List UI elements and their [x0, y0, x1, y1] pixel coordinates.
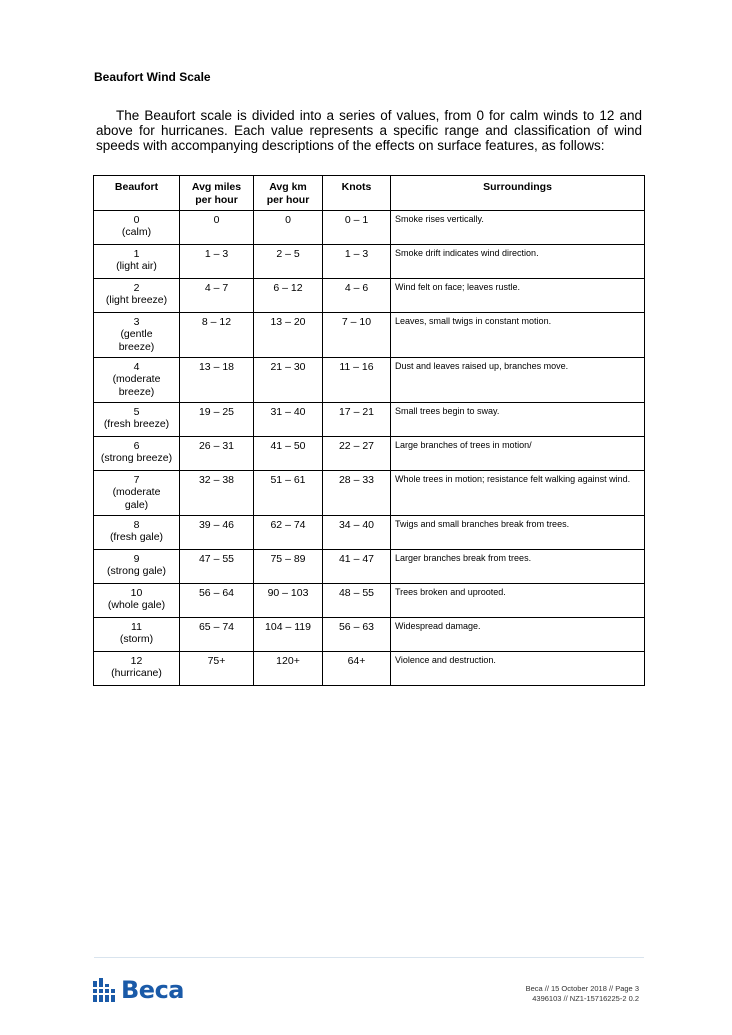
- beca-logo-mark-icon: [93, 978, 119, 1002]
- beaufort-cell: [94, 211, 180, 245]
- mph-cell: 19 – 25: [180, 403, 254, 437]
- beaufort-number: 1: [133, 248, 140, 260]
- beaufort-cell: [94, 584, 180, 618]
- beaufort-cell: [94, 245, 180, 279]
- beaufort-cell: [94, 279, 180, 313]
- knots-cell: 48 – 55: [323, 584, 391, 618]
- table-row: [94, 584, 645, 618]
- surroundings-cell: Smoke rises vertically.: [391, 211, 645, 245]
- beaufort-name-line1: (gentle: [120, 328, 153, 341]
- beaufort-cell: [94, 550, 180, 584]
- beaufort-number: 4: [133, 361, 140, 373]
- surroundings-cell: Wind felt on face; leaves rustle.: [391, 279, 645, 313]
- beaufort-table: [93, 175, 645, 686]
- beaufort-number: 11: [131, 621, 142, 633]
- header-knots: Knots: [323, 176, 391, 211]
- beaufort-name: (whole gale): [107, 599, 166, 612]
- kph-cell: 21 – 30: [254, 358, 323, 403]
- kph-cell: 104 – 119: [254, 618, 323, 652]
- beaufort-cell: [94, 358, 180, 403]
- surroundings-cell: Leaves, small twigs in constant motion.: [391, 313, 645, 358]
- surroundings-cell: Twigs and small branches break from trees.: [391, 516, 645, 550]
- kph-cell: 13 – 20: [254, 313, 323, 358]
- header-avg-kph-line1: Avg km: [269, 181, 307, 193]
- beaufort-cell: [94, 437, 180, 471]
- footer-meta: [526, 984, 639, 1004]
- mph-cell: 56 – 64: [180, 584, 254, 618]
- surroundings-cell: Dust and leaves raised up, branches move.: [391, 358, 645, 403]
- surroundings-cell: Small trees begin to sway.: [391, 403, 645, 437]
- footer-divider: [94, 957, 644, 958]
- kph-cell: 90 – 103: [254, 584, 323, 618]
- mph-cell: 26 – 31: [180, 437, 254, 471]
- knots-cell: 22 – 27: [323, 437, 391, 471]
- beaufort-number: 5: [133, 406, 140, 418]
- beaufort-cell: [94, 516, 180, 550]
- mph-cell: 0: [180, 211, 254, 245]
- footer-line-2: 4396103 // NZ1-15716225-2 0.2: [532, 994, 639, 1003]
- beaufort-name: (fresh breeze): [103, 418, 170, 431]
- beaufort-number: 8: [133, 519, 140, 531]
- knots-cell: 34 – 40: [323, 516, 391, 550]
- beaufort-name-line2: breeze): [118, 340, 155, 353]
- footer-line-1: Beca // 15 October 2018 // Page 3: [525, 984, 639, 993]
- table-row: [94, 437, 645, 471]
- kph-cell: 2 – 5: [254, 245, 323, 279]
- beaufort-cell: [94, 471, 180, 516]
- kph-cell: 6 – 12: [254, 279, 323, 313]
- surroundings-cell: Large branches of trees in motion/: [391, 437, 645, 471]
- knots-cell: 56 – 63: [323, 618, 391, 652]
- table-row: [94, 516, 645, 550]
- beaufort-name-line2: gale): [124, 498, 149, 511]
- intro-paragraph: The Beaufort scale is divided into a series of values, from 0 for calm winds to 12 and above for hurricanes. Each value represents a specific range and classification of wind speeds with accompanying descriptions of the effects on surface features, as follows:: [96, 108, 642, 154]
- table-row: [94, 550, 645, 584]
- mph-cell: 8 – 12: [180, 313, 254, 358]
- knots-cell: 28 – 33: [323, 471, 391, 516]
- beaufort-name-line1: (moderate: [112, 373, 161, 386]
- kph-cell: 120+: [254, 652, 323, 686]
- mph-cell: 65 – 74: [180, 618, 254, 652]
- beaufort-name-line2: breeze): [118, 385, 155, 398]
- mph-cell: 39 – 46: [180, 516, 254, 550]
- beaufort-cell: [94, 652, 180, 686]
- beaufort-name: (light breeze): [105, 294, 168, 307]
- beaufort-name: (fresh gale): [109, 531, 164, 544]
- beaufort-number: 6: [133, 440, 140, 452]
- header-avg-mph-line1: Avg miles: [191, 181, 242, 193]
- knots-cell: 64+: [323, 652, 391, 686]
- beaufort-number: 12: [130, 655, 143, 667]
- knots-cell: 4 – 6: [323, 279, 391, 313]
- beaufort-number: 10: [130, 587, 143, 599]
- beaufort-name: (strong breeze): [100, 452, 173, 465]
- mph-cell: 32 – 38: [180, 471, 254, 516]
- beaufort-name: (strong gale): [107, 565, 166, 578]
- beaufort-name: (calm): [121, 226, 152, 239]
- mph-cell: 47 – 55: [180, 550, 254, 584]
- table-row: [94, 279, 645, 313]
- beca-logo: [93, 976, 184, 1004]
- beaufort-name: (storm): [119, 633, 154, 646]
- kph-cell: 31 – 40: [254, 403, 323, 437]
- header-avg-kph: [254, 176, 323, 211]
- table-row: [94, 245, 645, 279]
- kph-cell: 0: [254, 211, 323, 245]
- table-row: [94, 618, 645, 652]
- table-row: [94, 471, 645, 516]
- table-row: [94, 652, 645, 686]
- kph-cell: 41 – 50: [254, 437, 323, 471]
- knots-cell: 1 – 3: [323, 245, 391, 279]
- page-heading: Beaufort Wind Scale: [94, 70, 211, 84]
- knots-cell: 11 – 16: [323, 358, 391, 403]
- surroundings-cell: Violence and destruction.: [391, 652, 645, 686]
- beaufort-number: 3: [133, 316, 140, 328]
- header-avg-mph: [180, 176, 254, 211]
- table-row: [94, 358, 645, 403]
- header-avg-mph-line2: per hour: [195, 193, 238, 206]
- beaufort-number: 9: [133, 553, 140, 565]
- table-row: [94, 403, 645, 437]
- kph-cell: 51 – 61: [254, 471, 323, 516]
- kph-cell: 75 – 89: [254, 550, 323, 584]
- beaufort-number: 2: [133, 282, 140, 294]
- beaufort-number: 0: [133, 214, 140, 226]
- knots-cell: 41 – 47: [323, 550, 391, 584]
- beaufort-name: (light air): [116, 260, 157, 273]
- surroundings-cell: Whole trees in motion; resistance felt walking against wind.: [391, 471, 645, 516]
- mph-cell: 13 – 18: [180, 358, 254, 403]
- beaufort-cell: [94, 618, 180, 652]
- kph-cell: 62 – 74: [254, 516, 323, 550]
- table-row: [94, 211, 645, 245]
- knots-cell: 0 – 1: [323, 211, 391, 245]
- surroundings-cell: Larger branches break from trees.: [391, 550, 645, 584]
- beaufort-name-line1: (moderate: [112, 486, 161, 499]
- surroundings-cell: Smoke drift indicates wind direction.: [391, 245, 645, 279]
- beaufort-name: (hurricane): [111, 667, 162, 680]
- surroundings-cell: Widespread damage.: [391, 618, 645, 652]
- table-header-row: [94, 176, 645, 211]
- header-avg-kph-line2: per hour: [266, 193, 310, 206]
- mph-cell: 75+: [180, 652, 254, 686]
- table-row: [94, 313, 645, 358]
- beca-logo-text: Beca: [121, 976, 184, 1004]
- mph-cell: 1 – 3: [180, 245, 254, 279]
- header-beaufort: Beaufort: [94, 176, 180, 211]
- surroundings-cell: Trees broken and uprooted.: [391, 584, 645, 618]
- header-surroundings: Surroundings: [391, 176, 645, 211]
- knots-cell: 17 – 21: [323, 403, 391, 437]
- beaufort-cell: [94, 313, 180, 358]
- beaufort-number: 7: [133, 474, 140, 486]
- knots-cell: 7 – 10: [323, 313, 391, 358]
- mph-cell: 4 – 7: [180, 279, 254, 313]
- beaufort-cell: [94, 403, 180, 437]
